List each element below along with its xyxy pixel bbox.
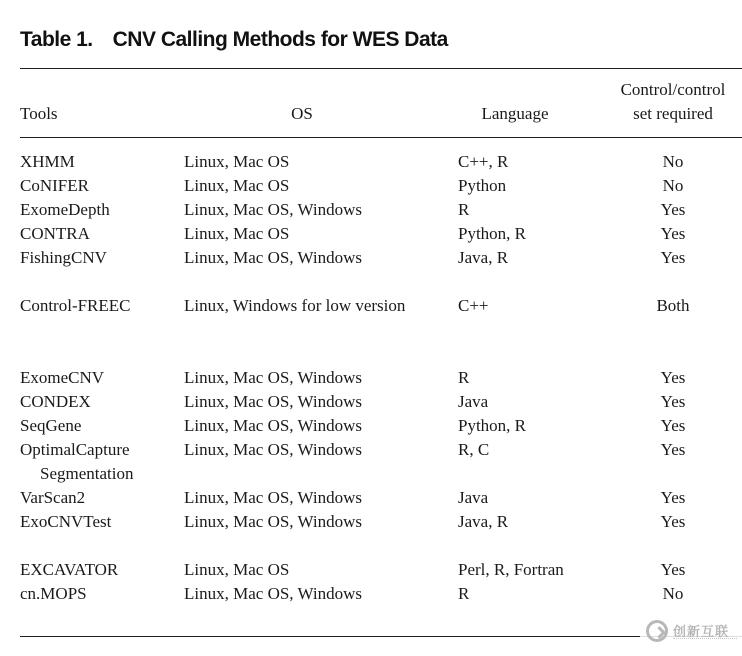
cell-control: Yes bbox=[660, 248, 686, 267]
table-title bbox=[20, 28, 448, 52]
cell-control: Both bbox=[656, 296, 690, 315]
cell-tool: CONDEX bbox=[20, 392, 91, 411]
cell-control: No bbox=[662, 152, 684, 171]
cell-language: Java bbox=[458, 392, 489, 411]
cell-tool-line2-text: Segmentation bbox=[40, 464, 134, 483]
cell-control: Yes bbox=[660, 512, 686, 531]
cell-control: No bbox=[662, 176, 684, 195]
header-control-line1: Control/control bbox=[620, 80, 726, 99]
cell-tool bbox=[20, 438, 133, 486]
cell-os: Linux, Mac OS bbox=[184, 560, 290, 579]
cell-tool: FishingCNV bbox=[20, 248, 107, 267]
header-tools: Tools bbox=[20, 104, 58, 123]
cell-language: R bbox=[458, 200, 470, 219]
cell-os: Linux, Mac OS, Windows bbox=[184, 200, 362, 219]
cell-control: Yes bbox=[660, 560, 686, 579]
cell-language: Java, R bbox=[458, 512, 509, 531]
top-rule bbox=[20, 68, 742, 69]
cell-tool: CoNIFER bbox=[20, 176, 89, 195]
cell-os: Linux, Mac OS bbox=[184, 224, 290, 243]
cell-tool-line1: OptimalCapture bbox=[20, 440, 130, 459]
cell-control: No bbox=[662, 584, 684, 603]
cell-tool: XHMM bbox=[20, 152, 75, 171]
cell-tool: ExomeCNV bbox=[20, 368, 105, 387]
cell-tool: SeqGene bbox=[20, 416, 82, 435]
header-language: Language bbox=[481, 104, 549, 123]
cell-os: Linux, Windows for low version bbox=[184, 296, 406, 315]
cell-tool: ExoCNVTest bbox=[20, 512, 112, 531]
cell-os: Linux, Mac OS, Windows bbox=[184, 440, 362, 459]
header-rule bbox=[20, 137, 742, 138]
cell-tool: VarScan2 bbox=[20, 488, 86, 507]
cell-tool-line2 bbox=[20, 462, 133, 486]
cell-control: Yes bbox=[660, 224, 686, 243]
cell-language: C++ bbox=[458, 296, 489, 315]
watermark-underline bbox=[673, 638, 737, 642]
watermark bbox=[640, 612, 742, 652]
header-control-line2: set required bbox=[633, 104, 713, 123]
cell-os: Linux, Mac OS, Windows bbox=[184, 368, 362, 387]
cell-os: Linux, Mac OS, Windows bbox=[184, 248, 362, 267]
cell-os: Linux, Mac OS bbox=[184, 152, 290, 171]
cell-language: Java, R bbox=[458, 248, 509, 267]
cell-os: Linux, Mac OS, Windows bbox=[184, 584, 362, 603]
cell-language: Python, R bbox=[458, 224, 527, 243]
cell-control: Yes bbox=[660, 200, 686, 219]
cell-tool: Control-FREEC bbox=[20, 296, 131, 315]
table-number: Table 1. bbox=[20, 28, 93, 51]
cell-control: Yes bbox=[660, 392, 686, 411]
bottom-rule bbox=[20, 636, 742, 637]
cell-control: Yes bbox=[660, 440, 686, 459]
cell-os: Linux, Mac OS, Windows bbox=[184, 416, 362, 435]
cell-control: Yes bbox=[660, 416, 686, 435]
cell-language: R, C bbox=[458, 440, 490, 459]
header-os: OS bbox=[291, 104, 313, 123]
cell-control: Yes bbox=[660, 368, 686, 387]
cell-os: Linux, Mac OS, Windows bbox=[184, 488, 362, 507]
cell-control: Yes bbox=[660, 488, 686, 507]
cell-tool: CONTRA bbox=[20, 224, 90, 243]
cell-language: Perl, R, Fortran bbox=[458, 560, 564, 579]
cell-language: C++, R bbox=[458, 152, 509, 171]
cell-language: Python bbox=[458, 176, 507, 195]
table-caption: CNV Calling Methods for WES Data bbox=[112, 28, 448, 51]
cell-language: Java bbox=[458, 488, 489, 507]
watermark-logo-icon bbox=[646, 620, 668, 642]
cell-tool: ExomeDepth bbox=[20, 200, 110, 219]
cell-os: Linux, Mac OS, Windows bbox=[184, 512, 362, 531]
cell-os: Linux, Mac OS, Windows bbox=[184, 392, 362, 411]
cell-language: Python, R bbox=[458, 416, 527, 435]
cell-os: Linux, Mac OS bbox=[184, 176, 290, 195]
cell-tool: cn.MOPS bbox=[20, 584, 87, 603]
header-control bbox=[604, 78, 742, 126]
cell-language: R bbox=[458, 368, 470, 387]
cell-tool: EXCAVATOR bbox=[20, 560, 119, 579]
cell-language: R bbox=[458, 584, 470, 603]
watermark-text: 创新互联 bbox=[673, 625, 730, 640]
